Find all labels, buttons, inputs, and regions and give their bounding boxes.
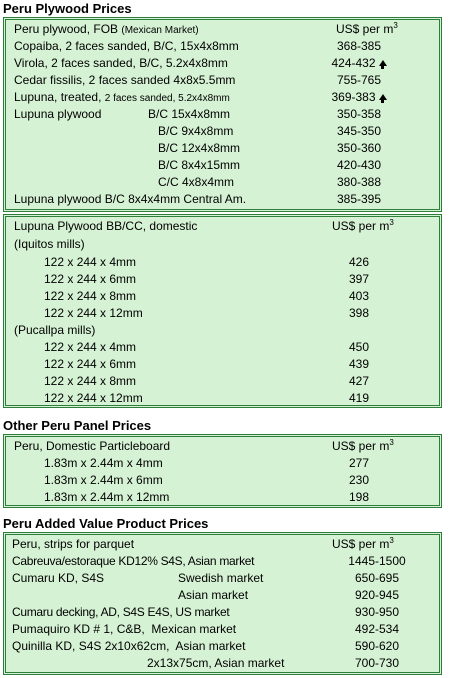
table-row: B/C 9x4x8mm 345-350 xyxy=(158,124,382,138)
table-row: Cumaru KD, S4S Swedish market 650-695 xyxy=(12,571,400,585)
added-value-unit-header: US$ per $m^3$ xyxy=(332,536,394,551)
plywood-header: Peru plywood, FOB xyxy=(14,22,119,36)
table-row: Quinilla KD, S4S 2x10x62cm, Asian market 590-620 xyxy=(12,639,400,653)
plywood-unit-header: US$ per $m^3$ xyxy=(336,21,398,36)
trend-up-icon xyxy=(379,94,387,100)
added-value-header-row xyxy=(12,536,437,553)
added-value-section-title: Peru Added Value Product Prices xyxy=(3,516,209,531)
table-row: 1.83m x 2.44m x 6mm 230 xyxy=(44,473,370,487)
added-value-table xyxy=(3,532,442,675)
table-row: B/C 12x4x8mm 350-360 xyxy=(158,141,382,155)
table-row: C/C 4x8x4mm 380-388 xyxy=(158,175,382,189)
table-row: 122 x 244 x 8mm 403 xyxy=(44,289,370,303)
table-row: 1.83m x 2.44m x 12mm 198 xyxy=(44,490,370,504)
particleboard-header: Peru, Domestic Particleboard xyxy=(14,439,171,453)
table-row: Pumaquiro KD # 1, C&B, Mexican market 492-534 xyxy=(12,622,400,636)
table-row: Cabreuva/estoraque KD12% S4S, Asian market 1445-1500 xyxy=(12,554,406,568)
table-row: Asian market 920-945 xyxy=(178,588,400,602)
table-row: Cedar fissilis, 2 faces sanded 4x8x5.5mm 755-765 xyxy=(14,73,382,87)
table-row: 122 x 244 x 12mm 398 xyxy=(44,306,370,320)
table-row: Lupuna plywood B/C 15x4x8mm 350-358 xyxy=(14,107,382,121)
table-row: 122 x 244 x 12mm 419 xyxy=(44,391,370,405)
plywood-header-note: (Mexican Market) xyxy=(121,25,199,36)
trend-up-icon xyxy=(379,60,387,66)
domestic-header: Lupuna Plywood BB/CC, domestic xyxy=(14,219,198,233)
particleboard-header-row xyxy=(14,438,434,455)
domestic-unit-header: US$ per $m^3$ xyxy=(332,218,394,233)
table-row: 1.83m x 2.44m x 4mm 277 xyxy=(44,456,370,470)
table-row: Lupuna, treated, 2 faces sanded, 5.2x4x8mm 369-383 xyxy=(14,89,434,106)
pucallpa-mills-label: (Pucallpa mills) xyxy=(14,323,96,337)
table-row: Cumaru decking, AD, S4S E4S, US market 930-950 xyxy=(12,605,400,619)
iquitos-mills-label: (Iquitos mills) xyxy=(14,237,85,251)
table-row: Copaiba, 2 faces sanded, B/C, 15x4x8mm 368-385 xyxy=(14,39,382,53)
particleboard-table xyxy=(3,434,442,508)
domestic-plywood-table xyxy=(3,214,442,408)
table-row: 122 x 244 x 8mm 427 xyxy=(44,374,370,388)
domestic-header-row xyxy=(14,218,434,235)
table-row: 122 x 244 x 6mm 397 xyxy=(44,272,370,286)
table-row: B/C 8x4x15mm 420-430 xyxy=(158,158,382,172)
table-row: Lupuna plywood B/C 8x4x4mm Central Am. 385-395 xyxy=(14,192,382,206)
table-row: 122 x 244 x 4mm 426 xyxy=(44,255,370,269)
plywood-price-table xyxy=(3,17,442,212)
particleboard-unit-header: US$ per $m^3$ xyxy=(332,438,394,453)
plywood-section-title: Peru Plywood Prices xyxy=(3,1,132,16)
plywood-header-row xyxy=(14,21,434,38)
panel-section-title: Other Peru Panel Prices xyxy=(3,418,152,433)
added-value-header: Peru, strips for parquet xyxy=(12,537,135,551)
table-row: 122 x 244 x 4mm 450 xyxy=(44,340,370,354)
table-row: 122 x 244 x 6mm 439 xyxy=(44,357,370,371)
table-row: Virola, 2 faces sanded, B/C, 5.2x4x8mm 424-432 xyxy=(14,55,434,72)
table-row: 2x13x75cm, Asian market 700-730 xyxy=(147,656,400,670)
